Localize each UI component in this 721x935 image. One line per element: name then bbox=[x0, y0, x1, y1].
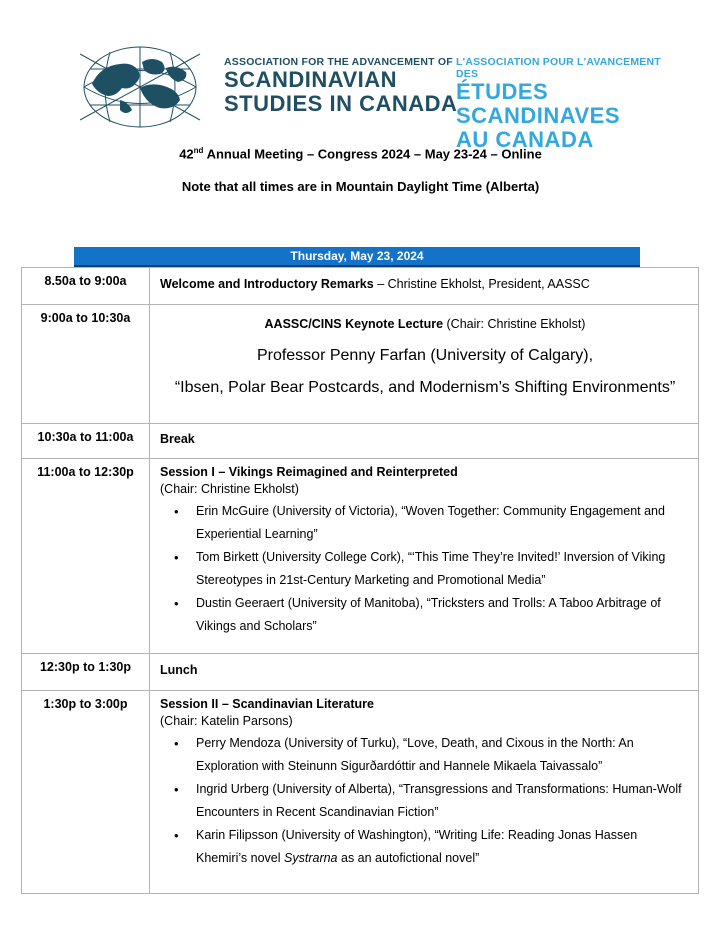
welcome-line bbox=[160, 268, 690, 291]
meeting-title-rest: Annual Meeting – Congress 2024 – May 23-24 – Online bbox=[203, 146, 542, 162]
paper-item: • Erin McGuire (University of Victoria), “Woven Together: Community Engagement and Experiential Learning” bbox=[196, 500, 690, 546]
keynote-talk-title: “Ibsen, Polar Bear Postcards, and Modernism’s Shifting Environments” bbox=[174, 379, 676, 396]
schedule-row-session1 bbox=[22, 459, 699, 654]
session2-chair: (Chair: Katelin Parsons) bbox=[160, 714, 293, 728]
paper3-text-after: as an autofictional novel” bbox=[337, 851, 480, 865]
break-label: Break bbox=[160, 432, 195, 446]
keynote-speaker: Professor Penny Farfan (University of Calgary), bbox=[256, 347, 594, 364]
description-cell bbox=[150, 654, 699, 691]
org-fr-line1: L'ASSOCIATION POUR L'AVANCEMENT DES bbox=[456, 56, 661, 80]
org-name-english bbox=[224, 56, 457, 116]
org-en-line3: STUDIES IN CANADA bbox=[224, 91, 458, 116]
keynote-title: AASSC/CINS Keynote Lecture bbox=[264, 317, 444, 331]
description-cell bbox=[150, 305, 699, 424]
org-en-line2: SCANDINAVIAN bbox=[224, 67, 398, 92]
paper-item: • Tom Birkett (University College Cork), “‘This Time They’re Invited!’ Inversion of Viking Stereotypes in 21st-Century Marketing and Promotional Media” bbox=[196, 546, 690, 592]
session1-chair: (Chair: Christine Ekholst) bbox=[160, 482, 299, 496]
schedule-row-break bbox=[22, 424, 699, 459]
description-cell bbox=[150, 691, 699, 894]
paper-item: • Dustin Geeraert (University of Manitoba), “Tricksters and Trolls: A Taboo Arbitrage of Vikings and Scholars” bbox=[196, 592, 690, 638]
description-cell bbox=[150, 268, 699, 305]
schedule-row-session2 bbox=[22, 691, 699, 894]
org-fr-line2: ÉTUDES SCANDINAVES bbox=[456, 79, 621, 128]
welcome-rest: – Christine Ekholst, President, AASSC bbox=[373, 277, 590, 291]
meeting-title bbox=[0, 146, 721, 161]
globe-logo-icon bbox=[80, 44, 215, 130]
org-fr-line3: AU CANADA bbox=[456, 127, 594, 152]
session2-title: Session II – Scandinavian Literature bbox=[160, 697, 374, 711]
org-en-line1: ASSOCIATION FOR THE ADVANCEMENT OF bbox=[224, 56, 453, 68]
org-name-french bbox=[456, 56, 680, 152]
session1-title: Session I – Vikings Reimagined and Reinterpreted bbox=[160, 465, 458, 479]
lunch-label: Lunch bbox=[160, 663, 198, 677]
paper-item bbox=[196, 824, 690, 870]
schedule-row-welcome bbox=[22, 268, 699, 305]
session2-paper-list bbox=[160, 732, 690, 870]
paper-item: • Perry Mendoza (University of Turku), “Love, Death, and Cixous in the North: An Exploration with Steinunn Sigurðardóttir and Hannele Mikaela Taivassalo” bbox=[196, 732, 690, 778]
time-cell: 8.50a to 9:00a bbox=[22, 268, 150, 305]
welcome-title: Welcome and Introductory Remarks bbox=[160, 277, 374, 291]
keynote-heading bbox=[160, 305, 690, 331]
description-cell bbox=[150, 459, 699, 654]
description-cell bbox=[150, 424, 699, 459]
paper-item: • Ingrid Urberg (University of Alberta), “Transgressions and Transformations: Human-Wolf Encounters in Recent Scandinavian Fiction” bbox=[196, 778, 690, 824]
meeting-ordinal-number: 42 bbox=[179, 146, 194, 162]
schedule-row-lunch bbox=[22, 654, 699, 691]
paper3-text-before: Karin Filipsson (University of Washington), “Writing Life: Reading Jonas Hassen Khemiri’s novel bbox=[196, 828, 638, 865]
time-cell: 1:30p to 3:00p bbox=[22, 691, 150, 894]
keynote-chair: (Chair: Christine Ekholst) bbox=[443, 317, 586, 331]
time-cell: 11:00a to 12:30p bbox=[22, 459, 150, 654]
session1-paper-list bbox=[160, 500, 690, 638]
schedule-row-keynote bbox=[22, 305, 699, 424]
time-cell: 9:00a to 10:30a bbox=[22, 305, 150, 424]
time-cell: 12:30p to 1:30p bbox=[22, 654, 150, 691]
association-logo bbox=[80, 44, 680, 152]
time-cell: 10:30a to 11:00a bbox=[22, 424, 150, 459]
schedule-table bbox=[21, 267, 699, 894]
timezone-note: Note that all times are in Mountain Daylight Time (Alberta) bbox=[181, 179, 540, 194]
paper3-book-title: Systrarna bbox=[284, 851, 338, 865]
meeting-ordinal-suffix: nd bbox=[193, 146, 204, 155]
day-header: Thursday, May 23, 2024 bbox=[74, 247, 640, 268]
